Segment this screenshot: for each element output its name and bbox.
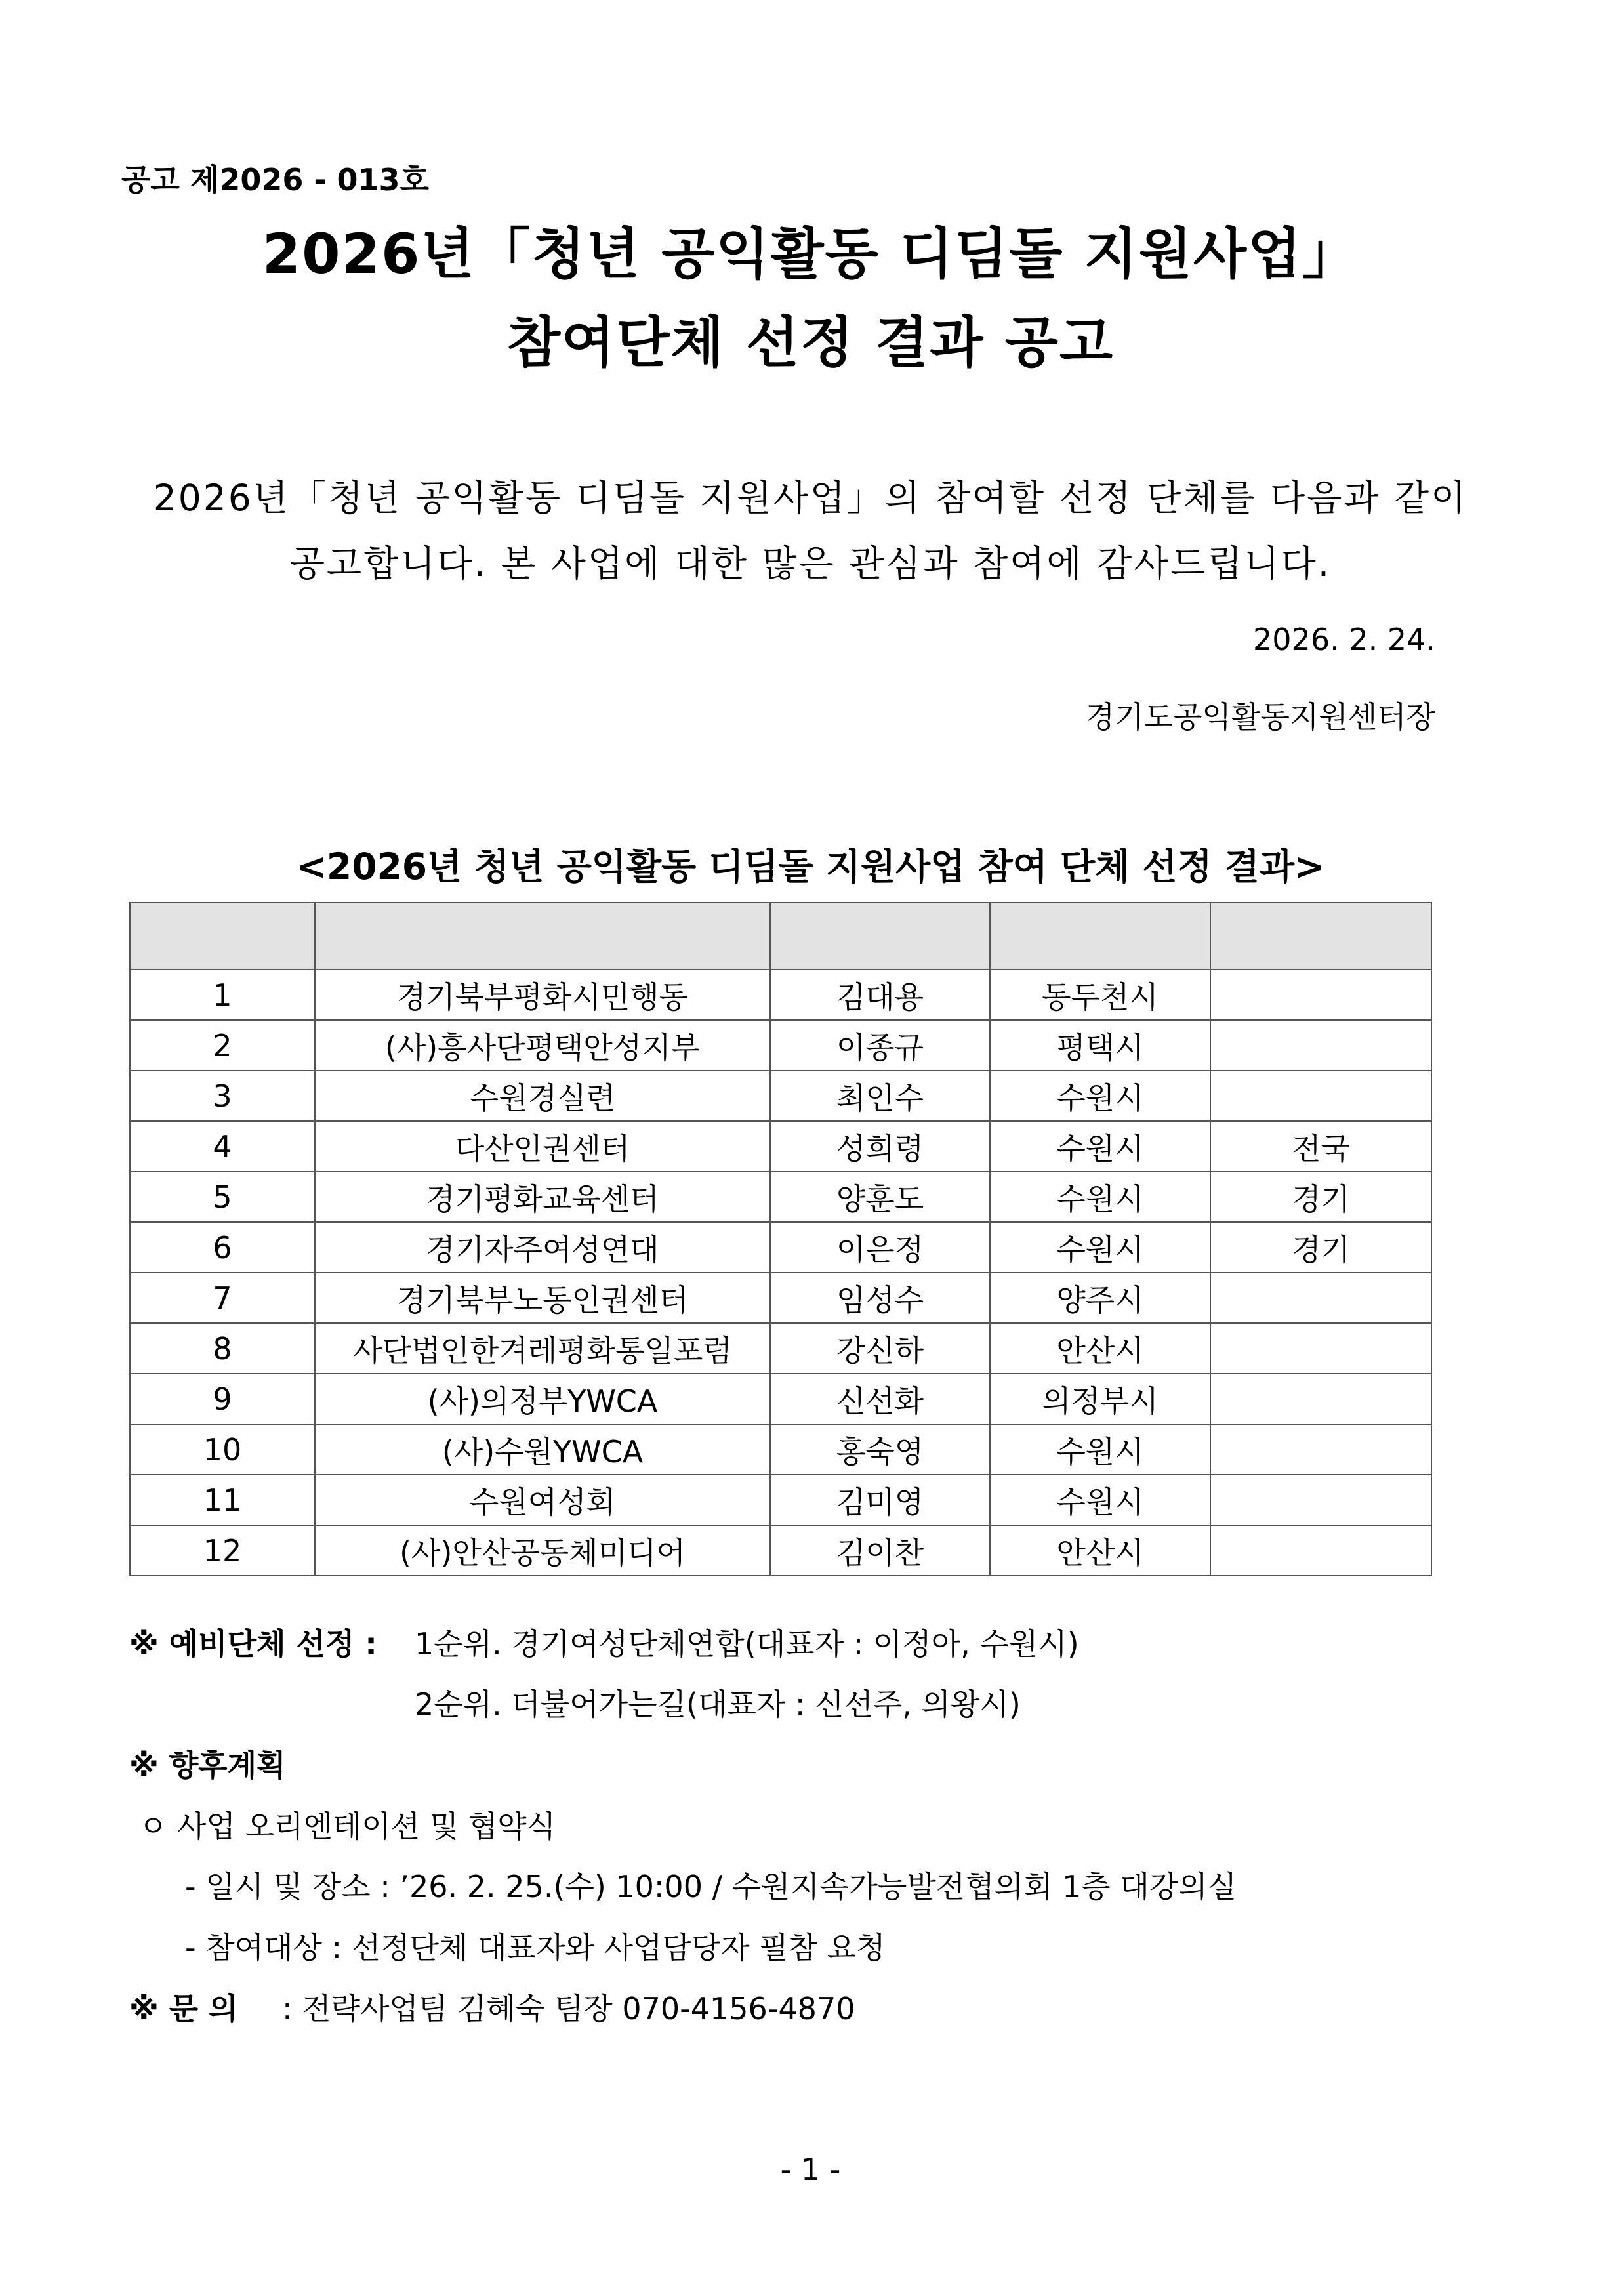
results-table (129, 902, 1432, 1576)
table-row (130, 1071, 1431, 1121)
header-org (315, 903, 770, 970)
row-rep: 양훈도 (770, 1172, 990, 1222)
row-rep: 김미영 (770, 1475, 990, 1525)
row-rep: 신선화 (770, 1374, 990, 1424)
row-note (1210, 1374, 1431, 1424)
row-rep: 최인수 (770, 1071, 990, 1121)
row-no: 8 (130, 1323, 315, 1374)
row-city: 수원시 (990, 1172, 1210, 1222)
row-no: 6 (130, 1222, 315, 1273)
row-rep: 이은정 (770, 1222, 990, 1273)
row-city: 수원시 (990, 1475, 1210, 1525)
table-row (130, 1374, 1431, 1424)
table-row (130, 1121, 1431, 1172)
table-row (130, 1172, 1431, 1222)
row-no: 9 (130, 1374, 315, 1424)
row-no: 5 (130, 1172, 315, 1222)
row-city: 수원시 (990, 1121, 1210, 1172)
header-city (990, 903, 1210, 970)
row-no: 3 (130, 1071, 315, 1121)
row-no: 1 (130, 970, 315, 1020)
row-rep: 홍숙영 (770, 1424, 990, 1475)
table-row (130, 1020, 1431, 1071)
row-org: (사)수원YWCA (315, 1424, 770, 1475)
row-org: 수원여성회 (315, 1475, 770, 1525)
title-line-1: 2026년「청년 공익활동 디딤돌 지원사업」 (262, 222, 1359, 286)
reserve-first: 1순위. 경기여성단체연합(대표자 : 이정아, 수원시) (415, 1626, 1079, 1662)
table-row (130, 1525, 1431, 1576)
announcement-date: 2026. 2. 24. (1253, 622, 1435, 657)
row-org: 다산인권센터 (315, 1121, 770, 1172)
issuer: 경기도공익활동지원센터장 (1085, 699, 1435, 735)
table-row (130, 1323, 1431, 1374)
row-note (1210, 1020, 1431, 1071)
row-city: 평택시 (990, 1020, 1210, 1071)
table-row (130, 1475, 1431, 1525)
row-note (1210, 1323, 1431, 1374)
intro-line-1: 2026년「청년 공익활동 디딤돌 지원사업」의 참여할 선정 단체를 다음과 같이 (153, 477, 1468, 519)
row-note (1210, 1525, 1431, 1576)
row-no: 4 (130, 1121, 315, 1172)
row-note (1210, 970, 1431, 1020)
table-row (130, 1273, 1431, 1323)
row-org: (사)흥사단평택안성지부 (315, 1020, 770, 1071)
intro-line-2: 공고합니다. 본 사업에 대한 많은 관심과 참여에 감사드립니다. (289, 543, 1332, 584)
row-org: (사)의정부YWCA (315, 1374, 770, 1424)
plan-detail-schedule: - 일시 및 장소 : ’26. 2. 25.(수) 10:00 / 수원지속가능발전협의회 1층 대강의실 (185, 1869, 1237, 1904)
table-header-row (130, 903, 1431, 970)
row-org: (사)안산공동체미디어 (315, 1525, 770, 1576)
row-city: 동두천시 (990, 970, 1210, 1020)
row-note: 경기 (1210, 1172, 1431, 1222)
page-number: - 1 - (780, 2152, 841, 2187)
row-rep: 강신하 (770, 1323, 990, 1374)
row-no: 12 (130, 1525, 315, 1576)
row-note: 전국 (1210, 1121, 1431, 1172)
header-note (1210, 903, 1431, 970)
plan-label: ※ 향후계획 (129, 1748, 286, 1783)
row-rep: 이종규 (770, 1020, 990, 1071)
row-org: 수원경실련 (315, 1071, 770, 1121)
row-org: 경기북부평화시민행동 (315, 970, 770, 1020)
inquiry-label: ※ 문 의 (129, 1991, 238, 2026)
row-org: 사단법인한겨레평화통일포럼 (315, 1323, 770, 1374)
row-rep: 김이찬 (770, 1525, 990, 1576)
row-note (1210, 1273, 1431, 1323)
row-no: 11 (130, 1475, 315, 1525)
row-city: 수원시 (990, 1424, 1210, 1475)
reserve-label: ※ 예비단체 선정 : (129, 1626, 377, 1662)
header-rep (770, 903, 990, 970)
table-caption: <2026년 청년 공익활동 디딤돌 지원사업 참여 단체 선정 결과> (296, 846, 1325, 888)
header-no (130, 903, 315, 970)
title-line-2: 참여단체 선정 결과 공고 (506, 310, 1115, 375)
plan-item: ㅇ 사업 오리엔테이션 및 협약식 (138, 1809, 556, 1844)
row-rep: 임성수 (770, 1273, 990, 1323)
table-row (130, 1424, 1431, 1475)
row-org: 경기북부노동인권센터 (315, 1273, 770, 1323)
row-city: 수원시 (990, 1222, 1210, 1273)
row-city: 의정부시 (990, 1374, 1210, 1424)
row-city: 안산시 (990, 1525, 1210, 1576)
row-no: 7 (130, 1273, 315, 1323)
row-note (1210, 1424, 1431, 1475)
row-city: 양주시 (990, 1273, 1210, 1323)
table-row (130, 970, 1431, 1020)
row-city: 수원시 (990, 1071, 1210, 1121)
plan-detail-participants: - 참여대상 : 선정단체 대표자와 사업담당자 필참 요청 (185, 1930, 886, 1965)
row-note (1210, 1475, 1431, 1525)
row-rep: 김대용 (770, 970, 990, 1020)
row-rep: 성희령 (770, 1121, 990, 1172)
reserve-second: 2순위. 더불어가는길(대표자 : 신선주, 의왕시) (415, 1687, 1021, 1722)
inquiry-contact: : 전략사업팀 김혜숙 팀장 070-4156-4870 (282, 1991, 855, 2026)
row-note: 경기 (1210, 1222, 1431, 1273)
row-no: 10 (130, 1424, 315, 1475)
row-org: 경기평화교육센터 (315, 1172, 770, 1222)
row-note (1210, 1071, 1431, 1121)
table-row (130, 1222, 1431, 1273)
notice-number: 공고 제2026 - 013호 (121, 162, 429, 197)
row-no: 2 (130, 1020, 315, 1071)
row-org: 경기자주여성연대 (315, 1222, 770, 1273)
row-city: 안산시 (990, 1323, 1210, 1374)
